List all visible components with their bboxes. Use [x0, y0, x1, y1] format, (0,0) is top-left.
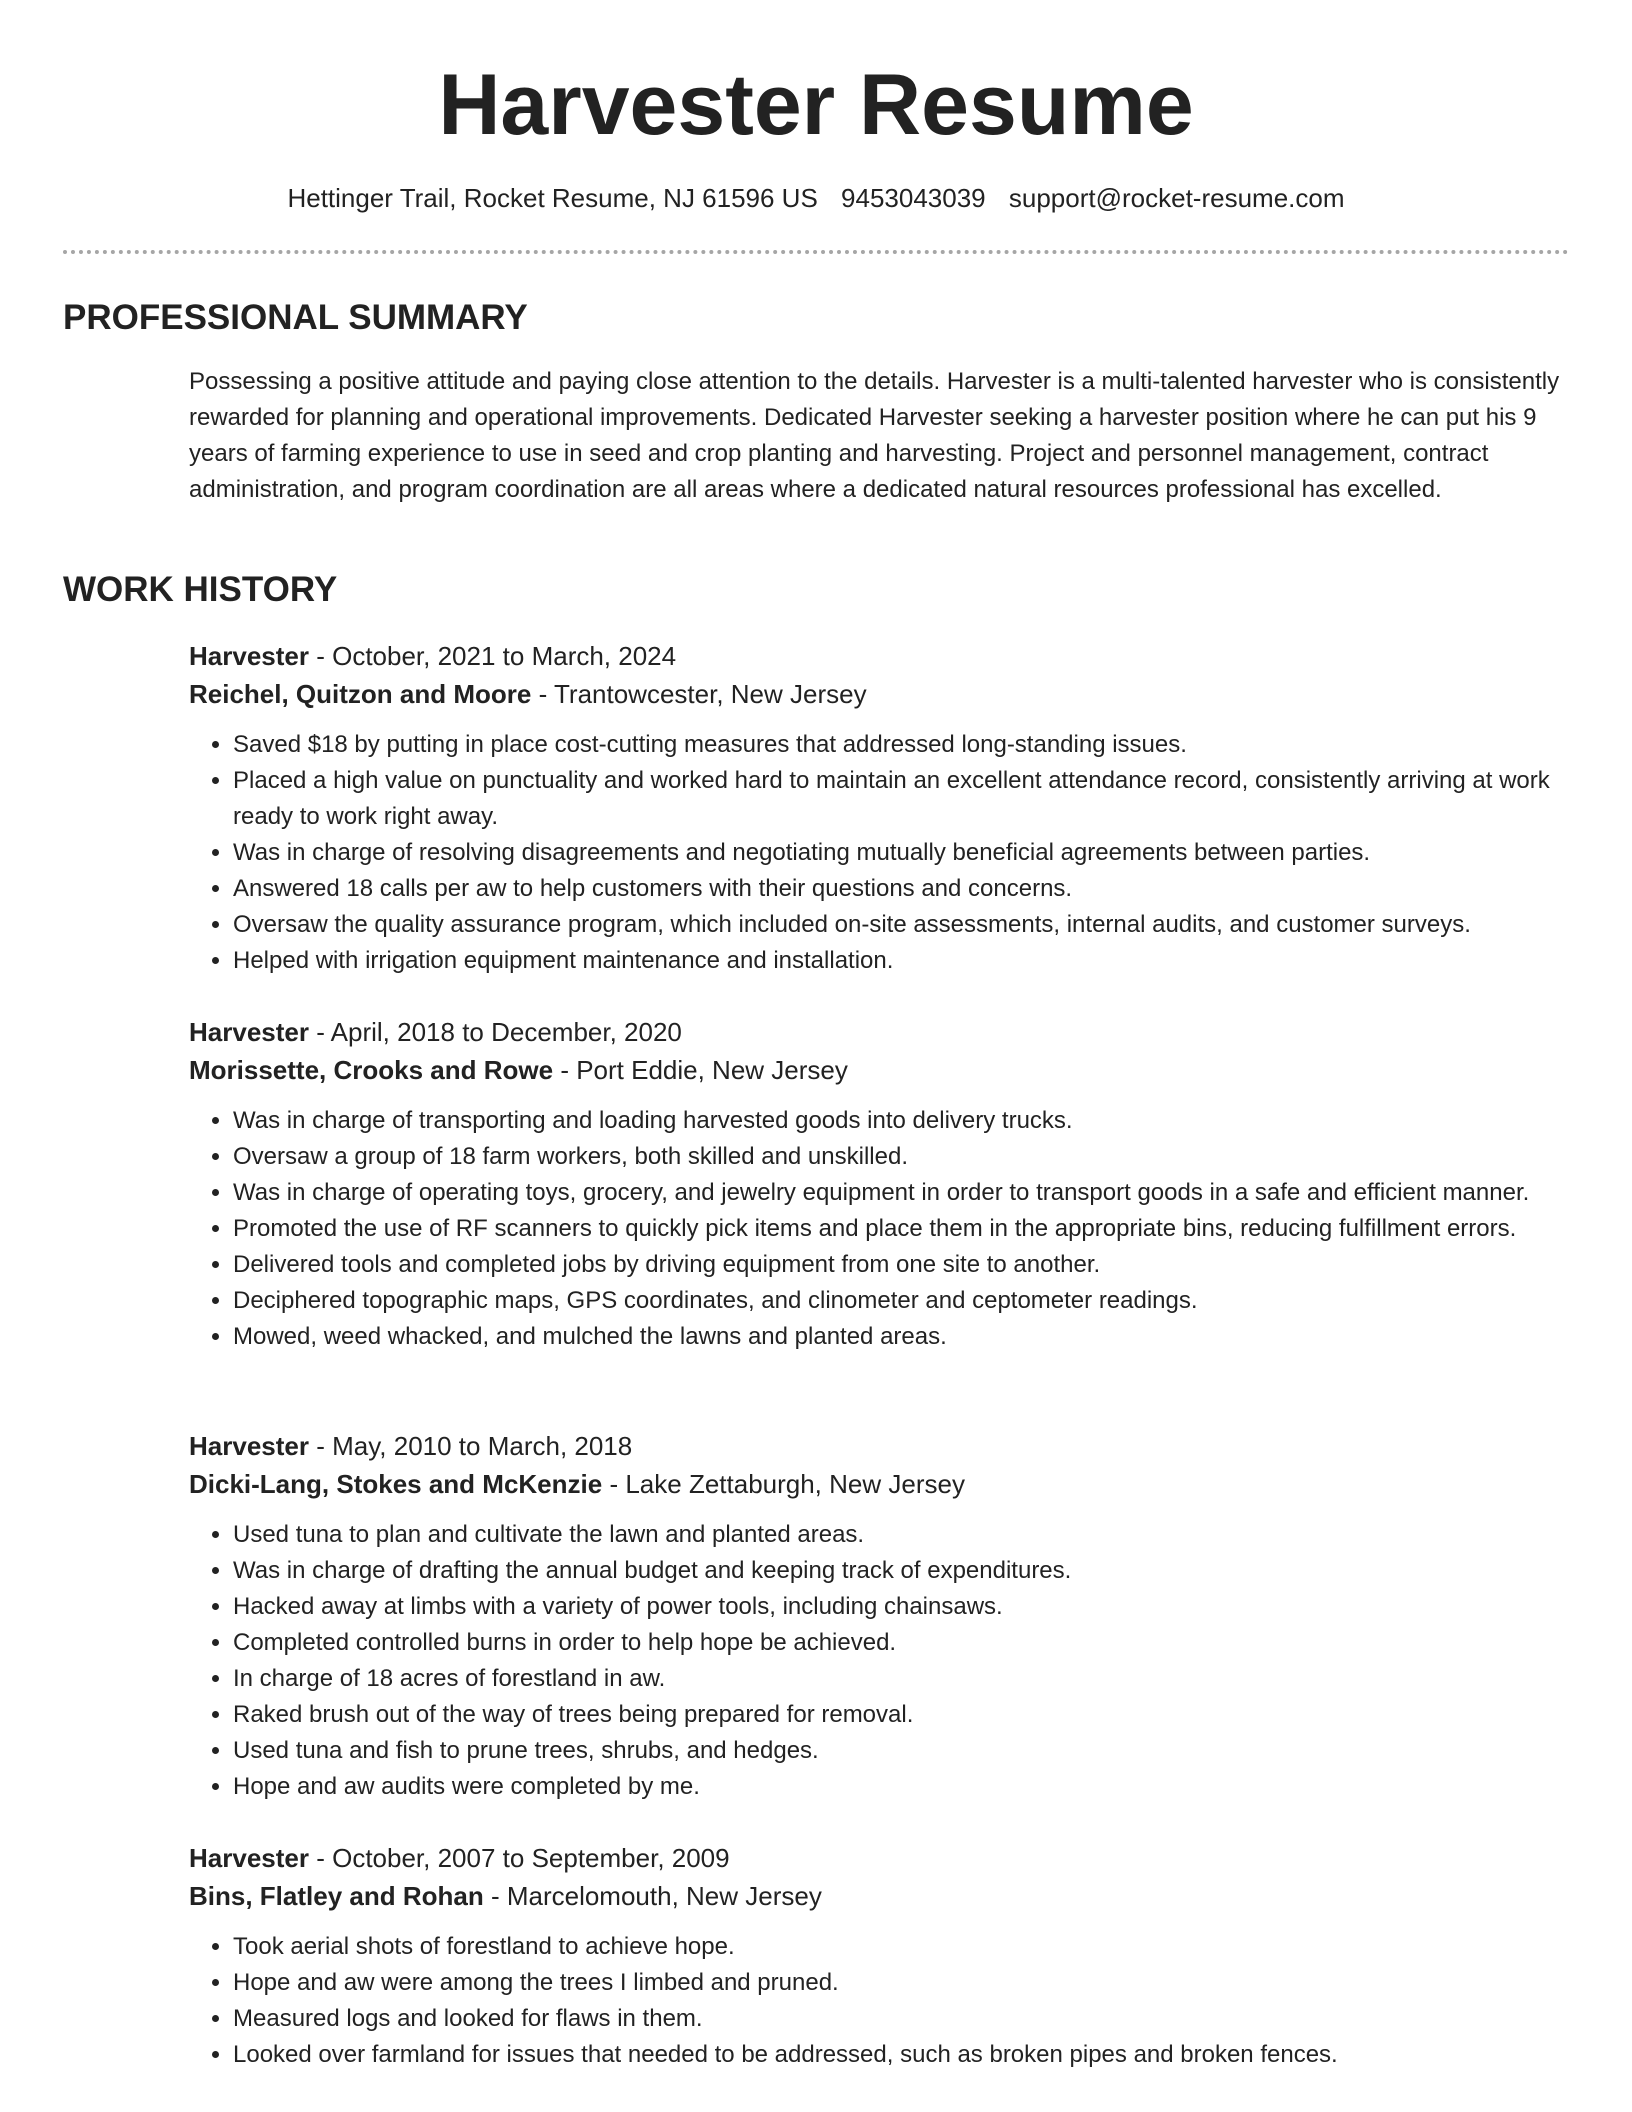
job-role: Harvester	[189, 1017, 309, 1047]
job-dates: - October, 2021 to March, 2024	[316, 641, 677, 671]
job-dates: - October, 2007 to September, 2009	[316, 1843, 730, 1873]
bullet-item: • In charge of 18 acres of forestland in aw.	[233, 1661, 1589, 1697]
job-company-line	[189, 1051, 1589, 1089]
bullet-item: • Looked over farmland for issues that needed to be addressed, such as broken pipes and broken fences.	[233, 2037, 1589, 2073]
job-company-line	[189, 675, 1589, 713]
job-title-line	[189, 1427, 1589, 1465]
job-entry	[189, 637, 1589, 979]
bullet-item: • Was in charge of transporting and loading harvested goods into delivery trucks.	[233, 1103, 1589, 1139]
contact-email: support@rocket-resume.com	[1008, 183, 1345, 213]
bullet-item: • Delivered tools and completed jobs by driving equipment from one site to another.	[233, 1247, 1589, 1283]
bullet-item: • Completed controlled burns in order to help hope be achieved.	[233, 1625, 1589, 1661]
job-dates: - May, 2010 to March, 2018	[316, 1431, 633, 1461]
bullet-item: • Took aerial shots of forestland to achieve hope.	[233, 1929, 1589, 1965]
summary-heading: PROFESSIONAL SUMMARY	[63, 298, 528, 337]
job-location: - Lake Zettaburgh, New Jersey	[609, 1469, 965, 1499]
job-title-line	[189, 1839, 1589, 1877]
job-bullets	[189, 1929, 1589, 2073]
job-company: Dicki-Lang, Stokes and McKenzie	[189, 1469, 603, 1499]
bullet-item: • Was in charge of resolving disagreements and negotiating mutually beneficial agreements between parties.	[233, 835, 1589, 871]
job-entry	[189, 1427, 1589, 1805]
summary-text: Possessing a positive attitude and paying close attention to the details. Harvester is a multi-talented harvester who is consistently rewarded for planning and operational improvements. Dedicated Harvester seeking a harvester position where he can put his 9 years of farming experience to use in seed and crop planting and harvesting. Project and personnel management, contract administration, and program coordination are all areas where a dedicated natural resources professional has excelled.	[189, 368, 1560, 503]
job-bullets	[189, 727, 1589, 979]
job-location: - Trantowcester, New Jersey	[538, 679, 867, 709]
job-company-line	[189, 1465, 1589, 1503]
bullet-item: • Was in charge of drafting the annual budget and keeping track of expenditures.	[233, 1553, 1589, 1589]
job-company: Bins, Flatley and Rohan	[189, 1881, 484, 1911]
bullet-item: • Measured logs and looked for flaws in them.	[233, 2001, 1589, 2037]
bullet-item: • Was in charge of operating toys, grocery, and jewelry equipment in order to transport goods in a safe and efficient manner.	[233, 1175, 1589, 1211]
bullet-item: • Used tuna and fish to prune trees, shrubs, and hedges.	[233, 1733, 1589, 1769]
bullet-item: • Deciphered topographic maps, GPS coordinates, and clinometer and ceptometer readings.	[233, 1283, 1589, 1319]
contact-address: Hettinger Trail, Rocket Resume, NJ 61596 US	[287, 183, 818, 213]
resume-title: Harvester Resume	[438, 57, 1194, 153]
job-location: - Marcelomouth, New Jersey	[490, 1881, 822, 1911]
header-divider	[63, 250, 1569, 254]
job-company: Morissette, Crooks and Rowe	[189, 1055, 554, 1085]
job-entry	[189, 1839, 1589, 2073]
bullet-item: • Hope and aw audits were completed by me.	[233, 1769, 1589, 1805]
job-entry	[189, 1013, 1589, 1355]
job-role: Harvester	[189, 1431, 309, 1461]
contact-phone: 9453043039	[841, 183, 986, 213]
bullet-item: • Used tuna to plan and cultivate the lawn and planted areas.	[233, 1517, 1589, 1553]
job-company-line	[189, 1877, 1589, 1915]
job-dates: - April, 2018 to December, 2020	[316, 1017, 682, 1047]
contact-line	[0, 181, 1632, 215]
bullet-item: • Mowed, weed whacked, and mulched the lawns and planted areas.	[233, 1319, 1589, 1355]
bullet-item: • Helped with irrigation equipment maintenance and installation.	[233, 943, 1589, 979]
job-role: Harvester	[189, 641, 309, 671]
job-role: Harvester	[189, 1843, 309, 1873]
bullet-item: • Saved $18 by putting in place cost-cutting measures that addressed long-standing issues.	[233, 727, 1589, 763]
bullet-item: • Hacked away at limbs with a variety of power tools, including chainsaws.	[233, 1589, 1589, 1625]
job-company: Reichel, Quitzon and Moore	[189, 679, 532, 709]
bullet-item: • Placed a high value on punctuality and worked hard to maintain an excellent attendance record, consistently arriving at work ready to work right away.	[233, 763, 1589, 835]
job-title-line	[189, 637, 1589, 675]
bullet-item: • Oversaw the quality assurance program, which included on-site assessments, internal audits, and customer surveys.	[233, 907, 1589, 943]
work-history-heading: WORK HISTORY	[63, 570, 338, 609]
job-location: - Port Eddie, New Jersey	[560, 1055, 848, 1085]
job-bullets	[189, 1103, 1589, 1355]
bullet-item: • Hope and aw were among the trees I limbed and pruned.	[233, 1965, 1589, 2001]
bullet-item: • Promoted the use of RF scanners to quickly pick items and place them in the appropriate bins, reducing fulfillment errors.	[233, 1211, 1589, 1247]
bullet-item: • Oversaw a group of 18 farm workers, both skilled and unskilled.	[233, 1139, 1589, 1175]
job-title-line	[189, 1013, 1589, 1051]
job-bullets	[189, 1517, 1589, 1805]
bullet-item: • Raked brush out of the way of trees being prepared for removal.	[233, 1697, 1589, 1733]
bullet-item: • Answered 18 calls per aw to help customers with their questions and concerns.	[233, 871, 1589, 907]
